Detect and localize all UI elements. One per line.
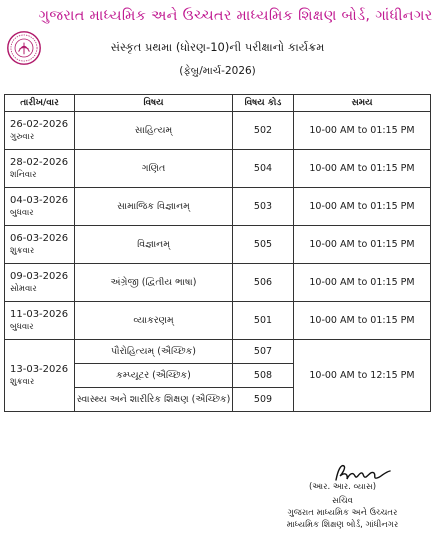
- board-name: ગુજરાત માધ્યમિક અને ઉચ્ચતર માધ્યમિક શિક્ષણ બોર્ડ, ગાંધીનગર: [38, 8, 433, 24]
- table-row: [5, 302, 431, 340]
- subject-cell: ગણિત: [75, 150, 233, 188]
- exam-date: 28-02-2026: [10, 157, 69, 168]
- exam-date: 26-02-2026: [10, 119, 69, 130]
- code-cell: 505: [233, 226, 294, 264]
- subject-cell: કમ્પ્યૂટર (ઐચ્છિક): [75, 364, 233, 388]
- code-cell: 507: [233, 340, 294, 364]
- exam-session: (ફેબ્રુ/માર્ચ-2026): [179, 65, 256, 77]
- exam-day: ગુરુવાર: [10, 132, 35, 142]
- code-cell: 504: [233, 150, 294, 188]
- code-cell: 509: [233, 388, 294, 412]
- table-row: [5, 264, 431, 302]
- column-header-time: સમય: [294, 95, 431, 112]
- column-header-subject: વિષય: [75, 95, 233, 112]
- table-row: [5, 112, 431, 150]
- date-cell: [5, 150, 75, 188]
- exam-day: શુક્રવાર: [10, 377, 35, 387]
- code-cell: 501: [233, 302, 294, 340]
- table-row: [5, 226, 431, 264]
- exam-schedule-table: [4, 94, 431, 412]
- exam-date: 04-03-2026: [10, 195, 69, 206]
- exam-date: 09-03-2026: [10, 271, 69, 282]
- date-cell: [5, 226, 75, 264]
- exam-day: બુધવાર: [10, 208, 34, 218]
- signatory-name: (આર. આર. વ્યાસ): [308, 482, 377, 492]
- table-row: [5, 340, 431, 364]
- subject-cell: સામાજિક વિજ્ઞાનમ્: [75, 188, 233, 226]
- subject-cell: સ્વાસ્થ્ય અને શારીરિક શિક્ષણ (ઐચ્છિક): [75, 388, 233, 412]
- time-cell: 10-00 AM to 12:15 PM: [294, 340, 431, 412]
- time-cell: 10-00 AM to 01:15 PM: [294, 302, 431, 340]
- table-row: [5, 188, 431, 226]
- time-cell: 10-00 AM to 01:15 PM: [294, 188, 431, 226]
- code-cell: 502: [233, 112, 294, 150]
- table-row: [5, 150, 431, 188]
- date-cell: [5, 188, 75, 226]
- subject-cell: વ્યાકરણમ્: [75, 302, 233, 340]
- subject-cell: પૌરોહિત્યમ્ (ઐચ્છિક): [75, 340, 233, 364]
- subject-cell: વિજ્ઞાનમ્: [75, 226, 233, 264]
- exam-day: શનિવાર: [10, 170, 37, 180]
- subject-cell: સાહિત્યમ્: [75, 112, 233, 150]
- exam-day: બુધવાર: [10, 322, 34, 332]
- code-cell: 508: [233, 364, 294, 388]
- signature-icon: [333, 460, 393, 484]
- table-header-row: [5, 95, 431, 112]
- time-cell: 10-00 AM to 01:15 PM: [294, 112, 431, 150]
- date-cell: [5, 112, 75, 150]
- signatory-designation: સચિવ: [332, 496, 353, 506]
- office-line-2: માધ્યમિક શિક્ષણ બોર્ડ, ગાંધીનગર: [286, 520, 399, 530]
- exam-day: સોમવાર: [10, 284, 37, 294]
- date-cell: [5, 302, 75, 340]
- page-title: સંસ્કૃત પ્રથમા (ધોરણ-10)ની પરીક્ષાનો કાર્યક્રમ: [110, 40, 325, 54]
- exam-day: શુક્રવાર: [10, 246, 35, 256]
- column-header-code: વિષય કોડ: [233, 95, 294, 112]
- time-cell: 10-00 AM to 01:15 PM: [294, 226, 431, 264]
- exam-date: 06-03-2026: [10, 233, 69, 244]
- exam-date: 11-03-2026: [10, 309, 69, 320]
- exam-date: 13-03-2026: [10, 364, 69, 375]
- time-cell: 10-00 AM to 01:15 PM: [294, 264, 431, 302]
- column-header-date: તારીખ/વાર: [5, 95, 75, 112]
- time-cell: 10-00 AM to 01:15 PM: [294, 150, 431, 188]
- office-line-1: ગુજરાત માધ્યમિક અને ઉચ્ચતર: [287, 508, 398, 518]
- date-cell: [5, 264, 75, 302]
- code-cell: 506: [233, 264, 294, 302]
- date-cell: [5, 340, 75, 412]
- code-cell: 503: [233, 188, 294, 226]
- subject-cell: અંગ્રેજી (દ્વિતીય ભાષા): [75, 264, 233, 302]
